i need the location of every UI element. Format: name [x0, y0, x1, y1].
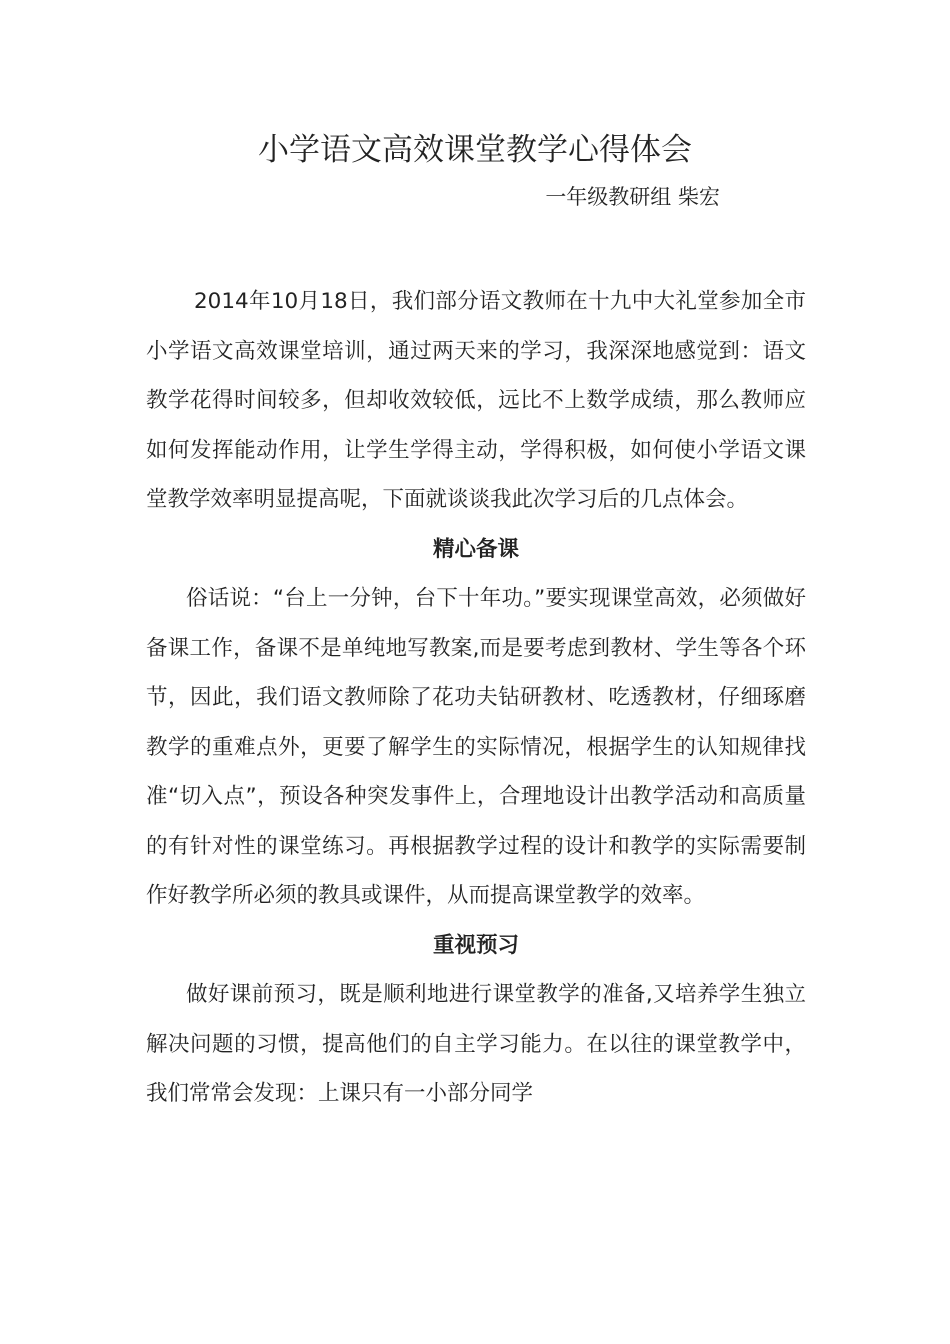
- section-heading-preview: 重视预习: [432, 932, 519, 958]
- document-body: [146, 277, 806, 1119]
- section-heading-preparation: 精心备课: [432, 536, 519, 562]
- document-author: 一年级教研组 柴宏: [545, 185, 720, 209]
- document-title: 小学语文高效课堂教学心得体会: [258, 132, 692, 168]
- section-paragraph-preparation: 俗话说：“台上一分钟，台下十年功。”要实现课堂高效，必须做好备课工作，备课不是单纯地写教案,而是要考虑到教材、学生等各个环节，因此，我们语文教师除了花功夫钻研教材、吃透教材，仔细琢磨教学的重难点外，更要了解学生的实际情况，根据学生的认知规律找准“切入点”，预设各种突发事件上，合理地设计出教学活动和高质量的有针对性的课堂练习。再根据教学过程的设计和教学的实际需要制作好教学所必须的教具或课件，从而提高课堂教学的效率。: [146, 586, 806, 908]
- section-paragraph-preview: 做好课前预习，既是顺利地进行课堂教学的准备,又培养学生独立解决问题的习惯，提高他们的自主学习能力。在以往的课堂教学中，我们常常会发现：上课只有一小部分同学: [146, 982, 806, 1106]
- intro-paragraph: 2014年10月18日，我们部分语文教师在十九中大礼堂参加全市小学语文高效课堂培训，通过两天来的学习，我深深地感觉到：语文教学花得时间较多，但却收效较低，远比不上数学成绩，那么教师应如何发挥能动作用，让学生学得主动，学得积极，如何使小学语文课堂教学效率明显提高呢，下面就谈谈我此次学习后的几点体会。: [146, 289, 806, 512]
